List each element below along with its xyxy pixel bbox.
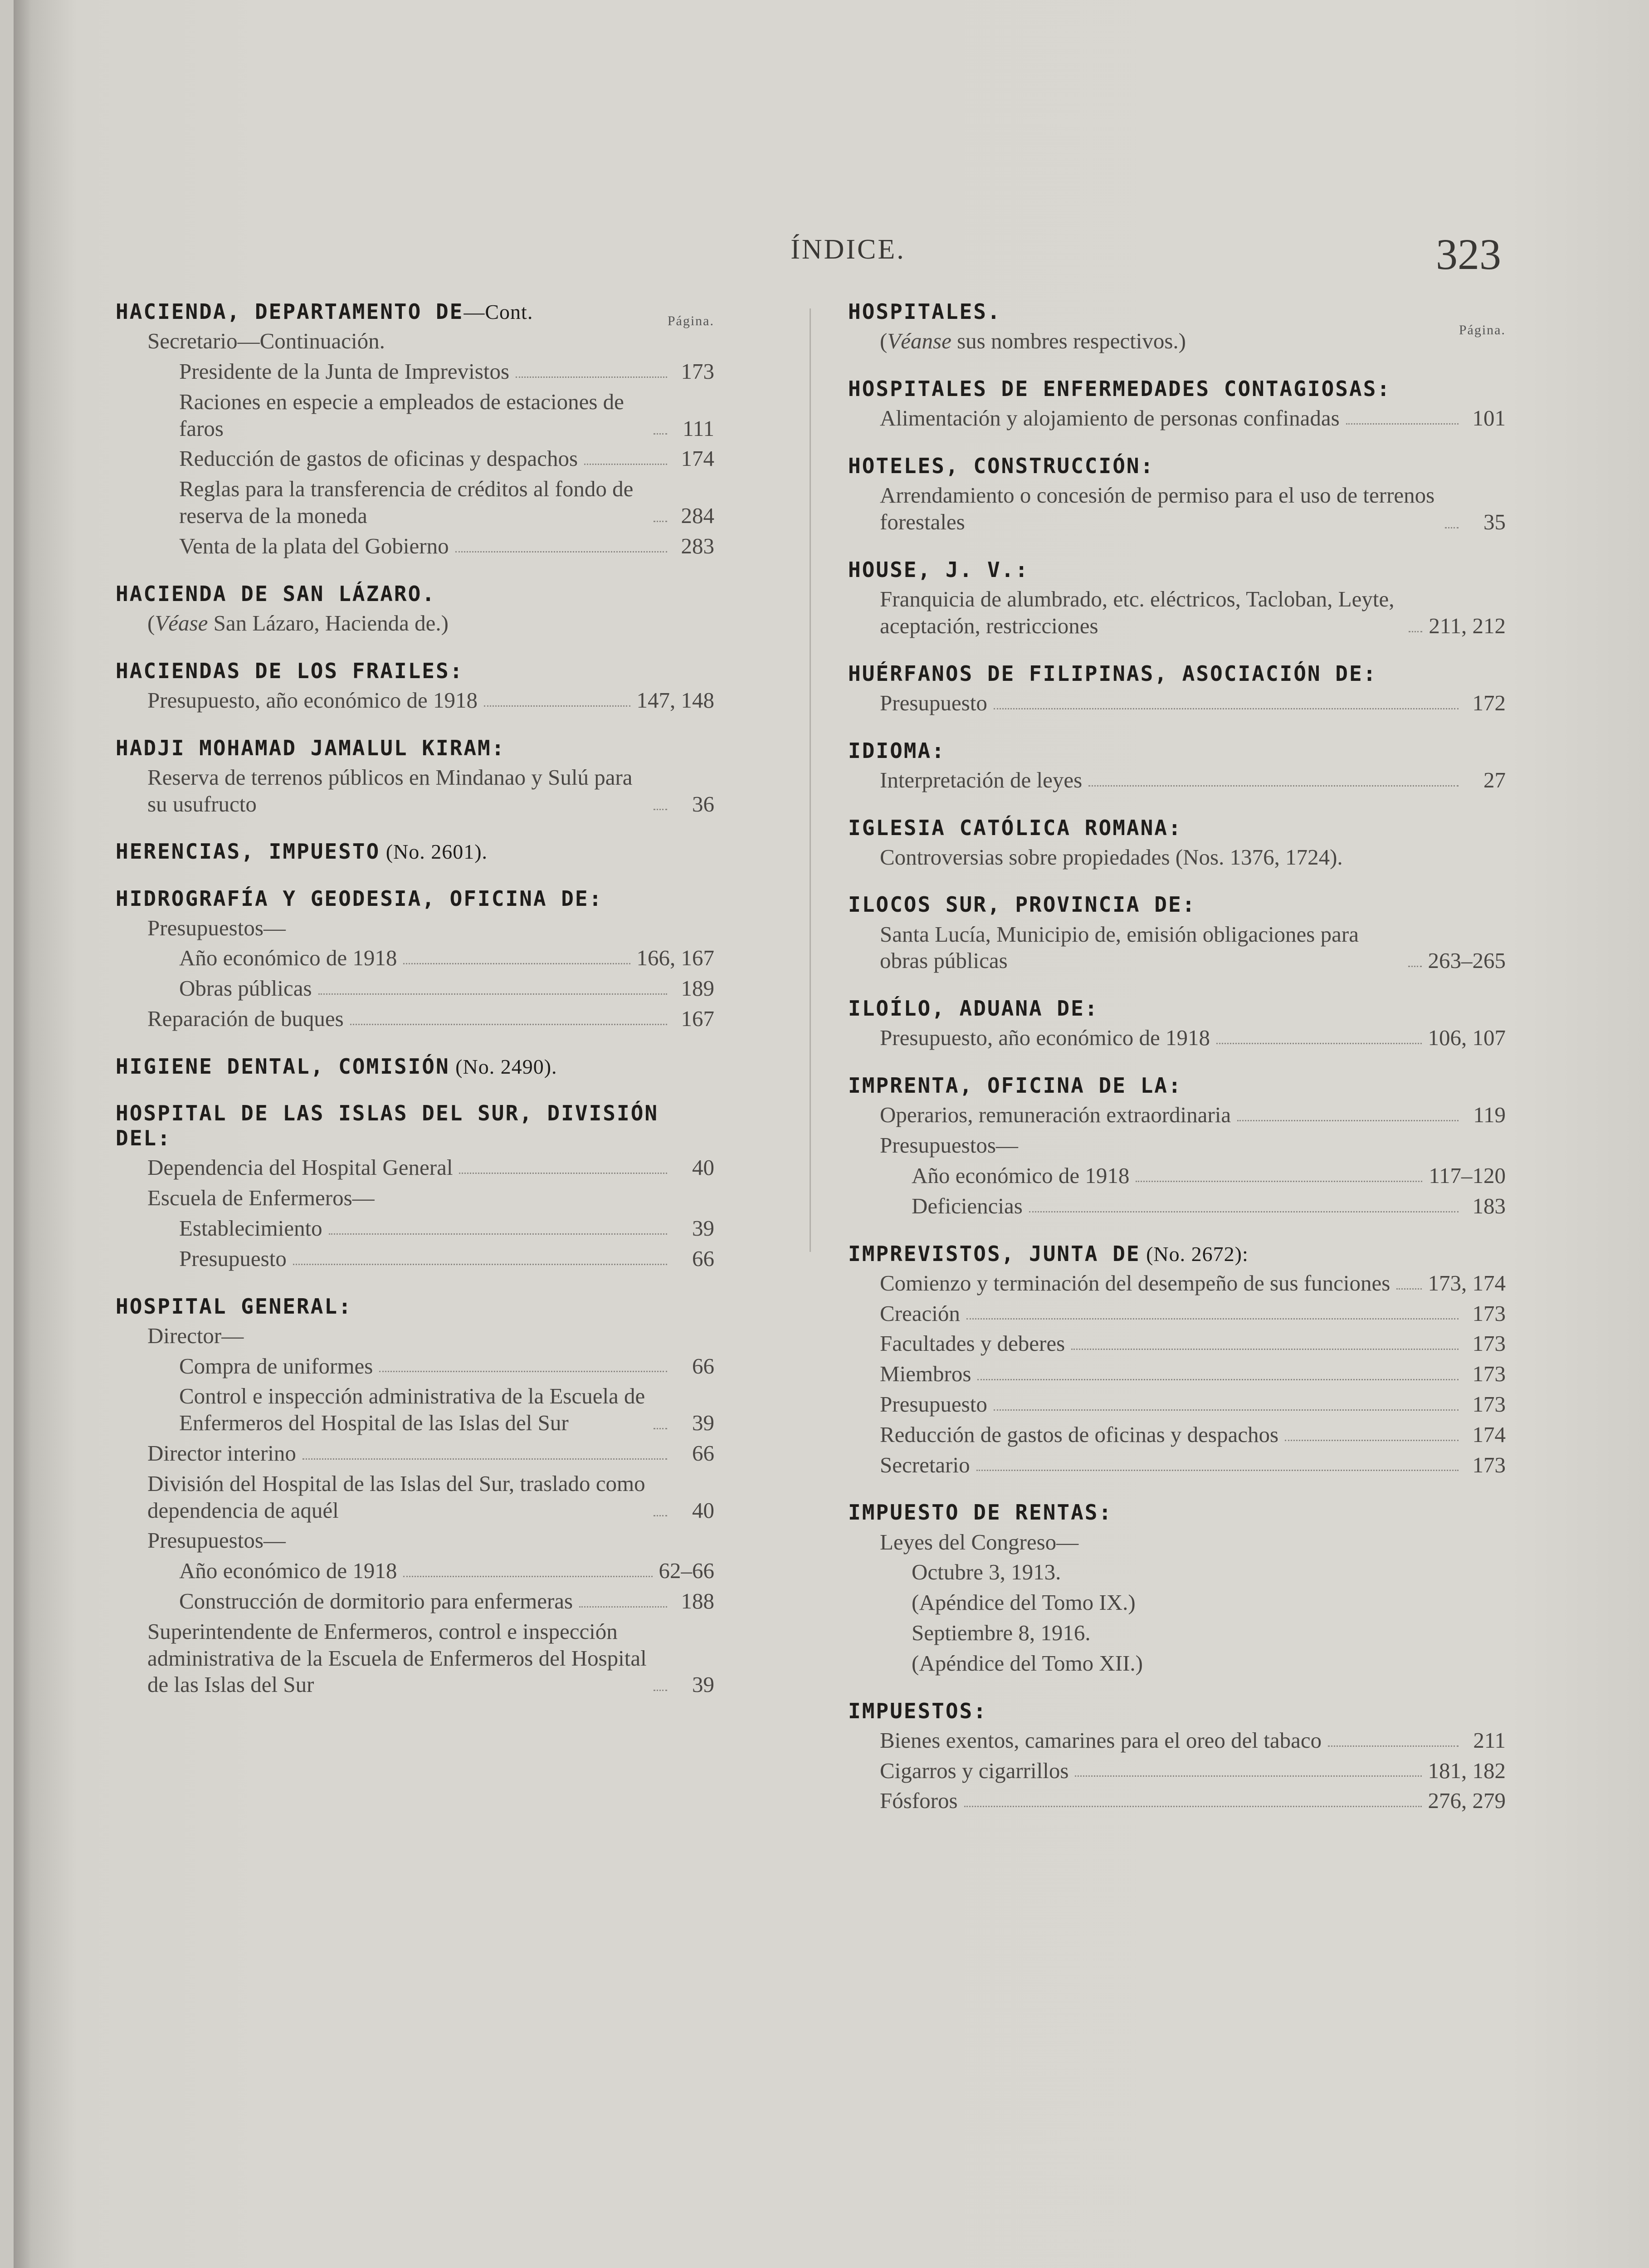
entry-subline — [116, 1471, 714, 1524]
entry-subline — [848, 1193, 1506, 1220]
leader-dots — [1071, 1349, 1459, 1350]
leader-dots — [654, 1690, 667, 1691]
page-reference: 39 — [692, 1216, 714, 1241]
index-entry — [848, 892, 1506, 974]
page-reference: 174 — [681, 446, 714, 471]
entry-subline — [848, 1422, 1506, 1448]
subline-text: Facultades y deberes — [880, 1331, 1065, 1356]
subline-text: Reducción de gastos de oficinas y despachos — [179, 446, 578, 471]
subline-text: Reparación de buques — [147, 1006, 344, 1031]
leader-dots — [654, 433, 667, 435]
leader-dots — [350, 1024, 667, 1025]
subline-text: Franquicia de alumbrado, etc. eléctricos, Tacloban, Leyte, aceptación, restricciones — [880, 586, 1395, 638]
leader-dots — [966, 1318, 1459, 1320]
leader-dots — [1029, 1211, 1459, 1212]
subline-text: (Véase San Lázaro, Hacienda de.) — [147, 610, 449, 635]
subline-text: Leyes del Congreso— — [880, 1529, 1079, 1554]
entry-subline — [116, 1185, 714, 1212]
subline-text: (Véanse sus nombres respectivos.) — [880, 328, 1186, 354]
leader-dots — [976, 1470, 1459, 1471]
index-entry — [848, 557, 1506, 640]
subline-text: Año económico de 1918 — [179, 1558, 397, 1584]
entry-heading-text: HACIENDA DE SAN LÁZARO. — [116, 581, 436, 606]
entry-heading-text: ILOÍLO, ADUANA DE: — [848, 996, 1099, 1021]
index-entry — [116, 736, 714, 818]
entry-heading-text: IMPRENTA, OFICINA DE LA: — [848, 1073, 1182, 1098]
subline-text: (Apéndice del Tomo XII.) — [912, 1650, 1143, 1676]
entry-heading-text: ILOCOS SUR, PROVINCIA DE: — [848, 892, 1196, 917]
entry-heading-text: IGLESIA CATÓLICA ROMANA: — [848, 815, 1182, 840]
entry-subline — [116, 389, 714, 442]
entry-subline — [116, 1006, 714, 1032]
entry-subline — [116, 1154, 714, 1181]
entry-subline — [116, 1323, 714, 1349]
leader-dots — [654, 1428, 667, 1429]
index-entry — [848, 738, 1506, 794]
index-entry — [848, 1242, 1506, 1479]
page-reference: 173 — [1472, 1392, 1506, 1417]
leader-dots — [994, 1409, 1459, 1411]
page-reference: 167 — [681, 1006, 714, 1031]
subline-text: Dependencia del Hospital General — [147, 1155, 453, 1180]
subline-text: Septiembre 8, 1916. — [912, 1620, 1091, 1645]
index-entry — [848, 376, 1506, 432]
entry-subline — [848, 921, 1506, 975]
entry-heading-text: HACIENDA, DEPARTAMENTO DE — [116, 299, 464, 324]
entry-heading-text: HOSPITAL DE LAS ISLAS DEL SUR, DIVISIÓN DEL: — [116, 1101, 659, 1151]
page-reference: 66 — [692, 1353, 714, 1378]
entry-subline — [116, 764, 714, 818]
entry-heading — [848, 299, 1506, 324]
index-entry — [116, 582, 714, 637]
entry-heading — [116, 1101, 714, 1151]
subline-text: Presupuesto — [880, 690, 987, 715]
leader-dots — [318, 993, 667, 995]
entry-heading-text: IMPREVISTOS, JUNTA DE — [848, 1241, 1141, 1266]
leader-dots — [329, 1233, 667, 1235]
entry-subline — [848, 1559, 1506, 1586]
index-entry — [848, 996, 1506, 1051]
page-reference: 211, 212 — [1429, 613, 1506, 638]
leader-dots — [654, 1515, 667, 1516]
index-entry — [116, 1101, 714, 1272]
page-reference: 66 — [692, 1441, 714, 1466]
index-column-left — [116, 299, 714, 1720]
entry-heading-text: HOSPITALES. — [848, 299, 1001, 324]
subline-text: Construcción de dormitorio para enfermeras — [179, 1588, 573, 1613]
entry-subline — [116, 476, 714, 529]
page-reference: 39 — [692, 1672, 714, 1697]
entry-heading-text: IMPUESTOS: — [848, 1698, 987, 1723]
entry-subline — [848, 1300, 1506, 1327]
entry-heading — [116, 582, 714, 606]
entry-subline — [848, 328, 1506, 355]
leader-dots — [459, 1173, 667, 1174]
subline-text: Presupuesto, año económico de 1918 — [880, 1025, 1210, 1051]
index-entry — [116, 839, 714, 864]
entry-heading-text: IMPUESTO DE RENTAS: — [848, 1500, 1113, 1525]
entry-heading — [848, 661, 1506, 686]
entry-heading — [848, 816, 1506, 841]
subline-text: Compra de uniformes — [179, 1353, 373, 1378]
page-reference: 101 — [1472, 406, 1506, 431]
page-reference: 62–66 — [659, 1558, 714, 1584]
leader-dots — [1396, 1288, 1421, 1290]
entry-subline — [116, 1440, 714, 1467]
leader-dots — [584, 464, 667, 465]
entry-subline — [848, 767, 1506, 794]
subline-text: Reducción de gastos de oficinas y despachos — [880, 1422, 1279, 1447]
subline-text: Alimentación y alojamiento de personas confinadas — [880, 406, 1340, 431]
page-reference: 173 — [1472, 1300, 1506, 1326]
entry-heading-text: HIGIENE DENTAL, COMISIÓN — [116, 1054, 450, 1079]
subline-text: Año económico de 1918 — [179, 945, 397, 971]
entry-subline — [848, 1589, 1506, 1616]
entry-heading — [848, 557, 1506, 582]
entry-subline — [116, 975, 714, 1002]
entry-subline — [116, 1527, 714, 1554]
index-entry — [848, 1500, 1506, 1677]
entry-heading — [848, 454, 1506, 479]
entry-subline — [116, 1383, 714, 1437]
subline-text: Presupuesto — [880, 1392, 987, 1417]
subline-text: Venta de la plata del Gobierno — [179, 533, 449, 558]
entry-heading-text: HERENCIAS, IMPUESTO — [116, 839, 381, 864]
index-entry — [116, 1054, 714, 1079]
leader-dots — [1088, 785, 1459, 787]
subline-text: Operarios, remuneración extraordinaria — [880, 1102, 1231, 1128]
entry-heading — [848, 376, 1506, 401]
entry-subline — [116, 328, 714, 355]
leader-dots — [1445, 527, 1459, 528]
subline-text: Secretario—Continuación. — [147, 328, 385, 354]
leader-dots — [1285, 1440, 1459, 1441]
running-head: ÍNDICE. — [790, 234, 906, 265]
entry-heading — [116, 886, 714, 911]
index-entry — [116, 1294, 714, 1699]
index-entry — [848, 1699, 1506, 1815]
leader-dots — [1408, 966, 1422, 967]
entry-subline — [116, 1353, 714, 1380]
entry-subline — [848, 1270, 1506, 1297]
page-reference: 189 — [681, 976, 714, 1001]
entry-heading — [848, 1500, 1506, 1525]
index-entry — [116, 886, 714, 1032]
entry-subline — [116, 533, 714, 560]
subline-text: Escuela de Enfermeros— — [147, 1185, 375, 1211]
entry-subline — [116, 1618, 714, 1698]
leader-dots — [1216, 1043, 1421, 1044]
subline-text: Octubre 3, 1913. — [912, 1559, 1061, 1585]
subline-text: Establecimiento — [179, 1216, 322, 1241]
entry-subline — [116, 445, 714, 472]
page-reference: 263–265 — [1428, 948, 1506, 973]
entry-subline — [848, 1361, 1506, 1388]
leader-dots — [1328, 1745, 1459, 1747]
page-reference: 276, 279 — [1428, 1788, 1506, 1813]
column-label: Página. — [1459, 323, 1506, 337]
entry-heading — [848, 1073, 1506, 1098]
subline-text: Reglas para la transferencia de créditos al fondo de reserva de la moneda — [179, 476, 634, 528]
index-entry — [848, 661, 1506, 717]
index-entry — [848, 454, 1506, 536]
page-number: 323 — [1436, 230, 1501, 279]
leader-dots — [455, 551, 667, 552]
subline-text: Reserva de terrenos públicos en Mindanao y Sulú para su usufructo — [147, 764, 633, 816]
leader-dots — [977, 1379, 1459, 1380]
subline-text: División del Hospital de las Islas del Sur, traslado como dependencia de aquél — [147, 1471, 645, 1523]
entry-heading — [116, 659, 714, 684]
index-column-right — [848, 299, 1506, 1836]
entry-subline — [848, 1163, 1506, 1189]
leader-dots — [403, 963, 630, 964]
entry-heading-text: HIDROGRAFÍA Y GEODESIA, OFICINA DE: — [116, 886, 603, 911]
leader-dots — [403, 1576, 652, 1577]
subline-text: Director— — [147, 1323, 244, 1348]
page-reference: 36 — [692, 791, 714, 816]
entry-heading-text: HACIENDAS DE LOS FRAILES: — [116, 658, 464, 683]
subline-text: Presupuestos— — [147, 1528, 286, 1553]
page-reference: 174 — [1472, 1422, 1506, 1447]
subline-text: (Apéndice del Tomo IX.) — [912, 1590, 1136, 1615]
entry-heading — [116, 299, 714, 324]
page-reference: 27 — [1483, 767, 1506, 792]
page-reference: 111 — [683, 415, 714, 441]
column-divider — [810, 308, 811, 1252]
subline-text: Comienzo y terminación del desempeño de sus funciones — [880, 1270, 1390, 1295]
page-reference: 283 — [681, 533, 714, 558]
page-reference: 66 — [692, 1246, 714, 1271]
leader-dots — [1237, 1120, 1459, 1121]
entry-heading — [848, 892, 1506, 917]
entry-heading — [848, 1699, 1506, 1724]
subline-text: Deficiencias — [912, 1193, 1023, 1218]
entry-subline — [848, 586, 1506, 640]
entry-heading-text: HOSPITAL GENERAL: — [116, 1294, 352, 1319]
page-reference: 147, 148 — [636, 687, 714, 713]
page-reference: 211 — [1473, 1727, 1506, 1753]
subline-text: Creación — [880, 1300, 960, 1326]
entry-heading — [848, 738, 1506, 763]
page-reference: 117–120 — [1429, 1163, 1506, 1188]
page-reference: 181, 182 — [1428, 1758, 1506, 1783]
subline-text: Miembros — [880, 1361, 971, 1387]
subline-text: Raciones en especie a empleados de estaciones de faros — [179, 389, 624, 441]
subline-text: Interpretación de leyes — [880, 767, 1083, 792]
page-reference: 119 — [1473, 1102, 1506, 1128]
subline-text: Arrendamiento o concesión de permiso para el uso de terrenos forestales — [880, 483, 1435, 534]
leader-dots — [293, 1264, 667, 1265]
entry-heading-text: HUÉRFANOS DE FILIPINAS, ASOCIACIÓN DE: — [848, 661, 1377, 686]
column-label: Página. — [667, 313, 714, 328]
page-reference: 40 — [692, 1497, 714, 1523]
entry-subline — [848, 1758, 1506, 1784]
page-reference: 173 — [1472, 1361, 1506, 1387]
leader-dots — [1409, 631, 1422, 632]
subline-text: Presidente de la Junta de Imprevistos — [179, 358, 510, 384]
entry-heading-text: HOSPITALES DE ENFERMEDADES CONTAGIOSAS: — [848, 376, 1391, 401]
entry-subline — [848, 1391, 1506, 1418]
entry-heading-text: HADJI MOHAMAD JAMALUL KIRAM: — [116, 735, 506, 760]
entry-subline — [116, 358, 714, 385]
entry-subline — [848, 405, 1506, 432]
book-page — [14, 0, 1649, 2268]
entry-subline — [848, 1132, 1506, 1159]
entry-subline — [116, 915, 714, 942]
entry-subline — [116, 1215, 714, 1242]
page-reference: 173 — [681, 358, 714, 384]
entry-subline — [116, 945, 714, 972]
page-reference: 172 — [1472, 690, 1506, 715]
leader-dots — [654, 809, 667, 810]
subline-text: Santa Lucía, Municipio de, emisión obligaciones para obras públicas — [880, 921, 1359, 973]
entry-subline — [116, 610, 714, 637]
page-reference: 284 — [681, 503, 714, 528]
entry-subline — [848, 1529, 1506, 1556]
subline-text: Director interino — [147, 1441, 296, 1466]
page-reference: 35 — [1483, 509, 1506, 534]
subline-text: Presupuesto, año económico de 1918 — [147, 687, 478, 713]
subline-text: Cigarros y cigarrillos — [880, 1758, 1069, 1783]
entry-heading-text: HOTELES, CONSTRUCCIÓN: — [848, 453, 1155, 478]
page-reference: 173 — [1472, 1452, 1506, 1477]
entry-subline — [848, 844, 1506, 871]
index-entry — [848, 299, 1506, 355]
entry-subline — [848, 1102, 1506, 1129]
entry-heading-suffix: (No. 2672): — [1140, 1242, 1249, 1266]
leader-dots — [516, 376, 667, 378]
page-reference: 40 — [692, 1155, 714, 1180]
leader-dots — [379, 1371, 667, 1372]
page-reference: 106, 107 — [1428, 1025, 1506, 1051]
subline-text: Presupuesto — [179, 1246, 287, 1271]
entry-heading — [848, 996, 1506, 1021]
entry-heading-text: HOUSE, J. V.: — [848, 557, 1029, 582]
entry-subline — [848, 482, 1506, 536]
entry-subline — [848, 1452, 1506, 1479]
leader-dots — [484, 705, 630, 707]
entry-heading-suffix: (No. 2490). — [449, 1055, 557, 1078]
subline-text: Superintendente de Enfermeros, control e inspección administrativa de la Escuela de Enfermeros del Hospital de las Islas del Sur — [147, 1618, 647, 1697]
page-reference: 183 — [1472, 1193, 1506, 1218]
subline-text: Fósforos — [880, 1788, 958, 1813]
entry-subline — [116, 1558, 714, 1584]
subline-text: Obras públicas — [179, 976, 312, 1001]
page-reference: 188 — [681, 1588, 714, 1613]
entry-subline — [116, 1588, 714, 1615]
subline-text: Secretario — [880, 1452, 970, 1477]
index-entry — [116, 299, 714, 560]
entry-subline — [848, 1025, 1506, 1051]
subline-text: Control e inspección administrativa de la Escuela de Enfermeros del Hospital de las Islas del Sur — [179, 1383, 645, 1436]
entry-subline — [116, 687, 714, 714]
index-entry — [116, 659, 714, 714]
subline-text: Presupuestos— — [880, 1133, 1018, 1158]
subline-text: Año económico de 1918 — [912, 1163, 1130, 1188]
leader-dots — [964, 1806, 1422, 1807]
subline-text: Bienes exentos, camarines para el oreo del tabaco — [880, 1727, 1322, 1753]
entry-heading — [116, 1294, 714, 1319]
page-reference: 173, 174 — [1428, 1270, 1506, 1295]
leader-dots — [1075, 1775, 1421, 1777]
index-entry — [848, 816, 1506, 871]
leader-dots — [302, 1458, 667, 1460]
entry-subline — [848, 1650, 1506, 1677]
entry-subline — [848, 690, 1506, 717]
page-reference: 173 — [1472, 1331, 1506, 1356]
entry-subline — [848, 1330, 1506, 1357]
entry-heading — [116, 1054, 714, 1079]
entry-heading-suffix: —Cont. — [463, 300, 533, 323]
page-reference: 39 — [692, 1410, 714, 1436]
leader-dots — [1346, 423, 1459, 425]
entry-heading — [116, 839, 714, 864]
entry-subline — [116, 1246, 714, 1272]
entry-subline — [848, 1788, 1506, 1814]
subline-text: Controversias sobre propiedades (Nos. 1376, 1724). — [880, 844, 1343, 870]
leader-dots — [994, 708, 1459, 709]
entry-heading — [116, 736, 714, 761]
entry-subline — [848, 1727, 1506, 1754]
entry-heading — [848, 1242, 1506, 1266]
leader-dots — [1136, 1181, 1422, 1182]
page-reference: 166, 167 — [636, 945, 714, 971]
entry-heading-text: IDIOMA: — [848, 738, 946, 763]
subline-text: Presupuestos— — [147, 915, 286, 940]
entry-subline — [848, 1620, 1506, 1647]
entry-heading-suffix: (No. 2601). — [380, 840, 488, 864]
leader-dots — [654, 521, 667, 522]
leader-dots — [579, 1606, 667, 1608]
index-entry — [848, 1073, 1506, 1219]
